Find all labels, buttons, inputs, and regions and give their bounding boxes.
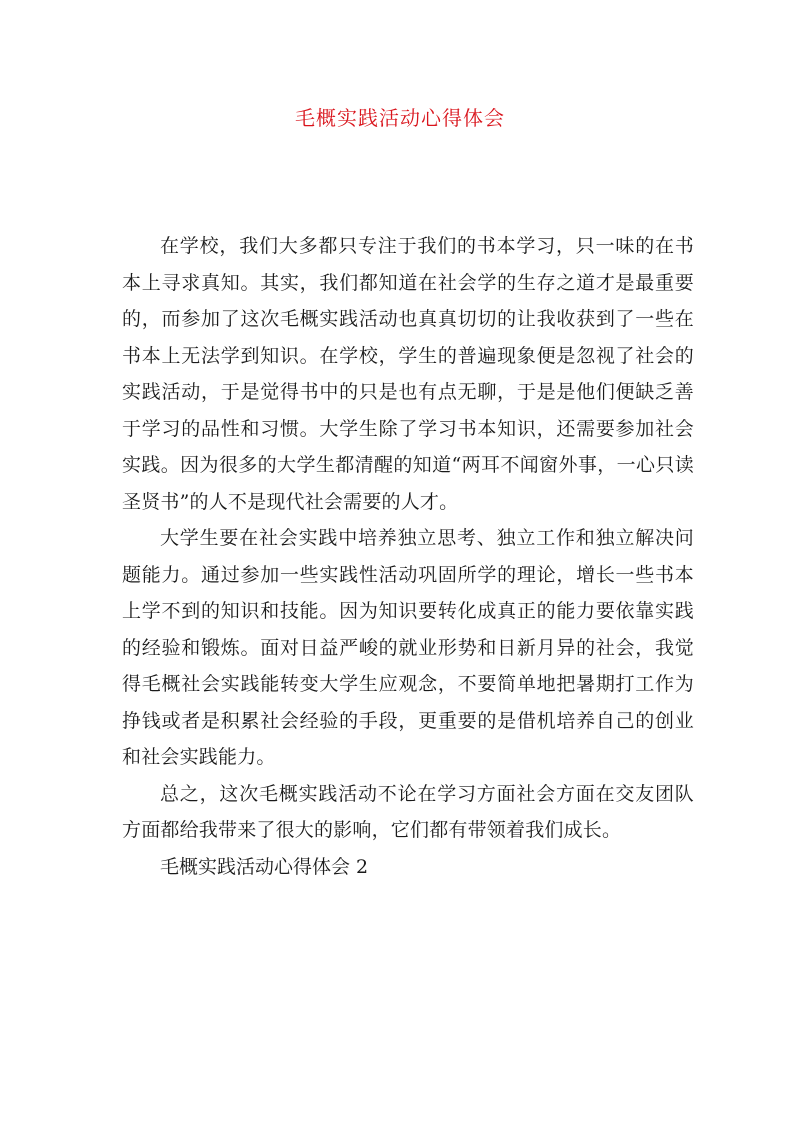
document-title: 毛概实践活动心得体会	[295, 106, 505, 130]
document-body	[122, 228, 694, 885]
paragraph-2: 大学生要在社会实践中培养独立思考、独立工作和独立解决问题能力。通过参加一些实践性活动巩固所学的理论，增长一些书本上学不到的知识和技能。因为知识要转化成真正的能力要依靠实践的经验和锻炼。面对日益严峻的就业形势和日新月异的社会，我觉得毛概社会实践能转变大学生应观念，不要简单地把暑期打工作为挣钱或者是积累社会经验的手段，更重要的是借机培养自己的创业和社会实践能力。	[122, 527, 694, 768]
paragraph-1: 在学校，我们大多都只专注于我们的书本学习，只一味的在书本上寻求真知。其实，我们都知道在社会学的生存之道才是最重要的，而参加了这次毛概实践活动也真真切切的让我收获到了一些在书本上无法学到知识。在学校，学生的普遍现象便是忽视了社会的实践活动，于是觉得书中的只是也有点无聊，于是是他们便缺乏善于学习的品性和习惯。大学生除了学习书本知识，还需要参加社会实践。因为很多的大学生都清醒的知道“两耳不闻窗外事，一心只读圣贤书”的人不是现代社会需要的人才。	[122, 235, 694, 513]
paragraph-3: 总之，这次毛概实践活动不论在学习方面社会方面在交友团队方面都给我带来了很大的影响，它们都有带领着我们成长。	[122, 782, 694, 841]
next-section-heading: 毛概实践活动心得体会 2	[160, 855, 369, 878]
